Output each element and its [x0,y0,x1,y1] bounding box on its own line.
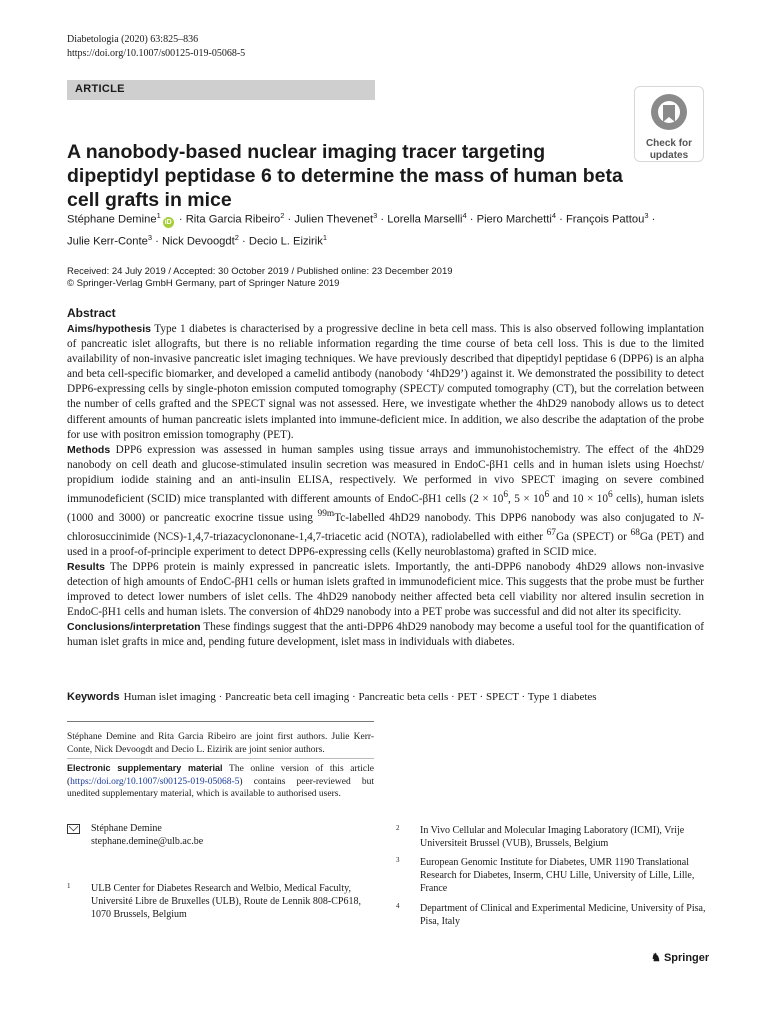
correspondence-name: Stéphane Demine [91,823,162,834]
keywords-text: Human islet imaging · Pancreatic beta cell imaging · Pancreatic beta cells · PET · SPECT · Type 1 diabetes [123,691,597,703]
check-for-updates-badge[interactable] [634,86,704,162]
check-updates-icon [649,92,689,132]
abstract-methods: Methods DPP6 expression was assessed in human samples using tissue arrays and immunohistochemistry. The effect of the 4hD29 nanobody on cell death and glucose-stimulated insulin secretion was measured in EndoC-βH1 cells and in human islets using Hoechst/ propidium iodide staining and an anti-insulin ELISA, respectively. We performed in vivo SPECT imaging on severe combined immunodeficient (SCID) mice transplanted with different amounts of EndoC-βH1 cells ($2 \times 10^6$, $5 \times 10^6$ and $10 \times 10^6$ cells), human islets (1000 and 3000) or pancreatic exocrine tissue using $^{99m}$Tc-labelled 4hD29 nanobody. This DPP6 nanobody was also conjugated to N-chlorosuccinimide (NCS)-1,4,7-triazacyclononane-1,4,7-triacetic acid (NOTA), radiolabelled with either $^{67}$Ga (SPECT) or $^{68}$Ga (PET) and used in a proof-of-principle experiment to detect DPP6-expressing cells (Kelly neuroblastoma) grafted in SCID mice. [67,443,705,558]
author[interactable]: Decio L. Eizirik [248,235,323,248]
check-updates-line2: updates [649,150,689,161]
check-updates-line1: Check for [645,138,693,149]
abstract-heading: Abstract [67,306,116,320]
abstract-body [67,322,704,650]
supplementary-link[interactable]: https://doi.org/10.1007/s00125-019-05068-5 [70,776,240,787]
affiliation-2: 2 In Vivo Cellular and Molecular Imaging Laboratory (ICMI), Vrije Universiteit Brussel (VUB), Brussels, Belgium [396,824,685,849]
supplementary-note: Electronic supplementary material The online version of this article (https://doi.org/10.1007/s00125-019-05068-5) contains peer-reviewed but unedited supplementary material, which is available to authorised users. [67,763,374,799]
article-type-bar [67,80,375,100]
footnote-divider [67,721,374,722]
orcid-icon[interactable]: iD [164,218,172,226]
author[interactable]: Stéphane Demine [67,213,157,226]
publication-dates [67,266,453,290]
publisher-logo [651,951,709,964]
author[interactable]: Piero Marchetti [476,213,552,226]
keywords [67,691,597,703]
article-type-label: ARTICLE [75,83,125,95]
author[interactable]: Nick Devoogdt [161,235,235,248]
joint-authors-note: Stéphane Demine and Rita Garcia Ribeiro are joint first authors. Julie Kerr-Conte, Nick Devoogdt and Decio L. Eizirik are joint senior authors. [67,732,374,755]
springer-horse-icon: ♞ [651,952,661,964]
affiliation-3: 3 European Genomic Institute for Diabetes, UMR 1190 Translational Research for Diabetes, Inserm, CHU Lille, University of Lille, Lille, France [396,856,695,894]
author[interactable]: François Pattou [565,213,645,226]
author[interactable]: Julie Kerr-Conte [67,235,148,248]
copyright-line: © Springer-Verlag GmbH Germany, part of Springer Nature 2019 [67,278,340,289]
author-line-2: Julie Kerr-Conte$^3$ · Nick Devoogdt$^2$ · Decio L. Eizirik$^1$ [67,232,328,248]
journal-header [67,33,245,61]
abstract-results: Results The DPP6 protein is mainly expressed in pancreatic islets. Importantly, the anti-DPP6 nanobody 4hD29 allows non-invasive detection of high amounts of EndoC-βH1 cells or human islets grafted in immunodeficient mice. This suggests that the probe must be further improved to detect lower numbers of islet cells. The 4hD29 nanobody neither affected beta cell viability nor altered insulin secretion in EndoC-βH1 cells and human islets. The conversion of 4hD29 nanobody into a PET probe was successful and did not alter its specificity. [67,560,704,618]
author-line-1: Stéphane Demine$^1$iD · Rita Garcia Ribeiro$^2$ · Julien Thevenet$^3$ · Lorella Marselli$^4$ · Piero Marchetti$^4$ · François Pattou$^3$ · [67,211,656,226]
keywords-label: Keywords [67,691,120,703]
correspondence [91,822,203,848]
correspondence-email[interactable]: stephane.demine@ulb.ac.be [91,836,204,847]
affiliation-1: 1 ULB Center for Diabetes Research and Welbio, Medical Faculty, Université Libre de Bruxelles (ULB), Route de Lennik 808-CP618, 1070 Brussels, Belgium [67,882,361,920]
paper-title: A nanobody-based nuclear imaging tracer targeting dipeptidyl peptidase 6 to determine the mass of human beta cell grafts in mice [67,141,623,211]
author[interactable]: Lorella Marselli [387,213,463,226]
doi-link[interactable]: https://doi.org/10.1007/s00125-019-05068-5 [67,48,246,59]
affiliation-4: 4 Department of Clinical and Experimental Medicine, University of Pisa, Pisa, Italy [396,902,706,927]
author-list [67,207,717,250]
author[interactable]: Rita Garcia Ribeiro [185,213,281,226]
abstract-aims: Aims/hypothesis Type 1 diabetes is characterised by a progressive decline in beta cell mass. This is also observed following implantation of pancreatic islet allografts, but there is no reliable information regarding the time course of beta cell loss. This is due to the limited availability of non-invasive pancreatic islet imaging techniques. We have previously described that dipeptidyl peptidase 6 (DPP6) is an alpha and beta cell-specific biomarker, and developed a camelid antibody (nanobody ‘4hD29’) against it. We demonstrated the possibility to detect DPP6-expressing cells by single-photon emission computed tomography (SPECT)/ computed tomography (CT), but the correlation between the number of cells grafted and the SPECT signal was not assessed. Here, we investigate whether the 4hD29 nanobody allows us to detect different amounts of human pancreatic islets implanted into immune-deficient mice. In addition, we also describe the adaptation of the probe for use with positron emission tomography (PET). [67,323,705,441]
journal-citation: Diabetologia (2020) 63:825–836 [67,34,199,45]
dates-line: Received: 24 July 2019 / Accepted: 30 October 2019 / Published online: 23 December 2019 [67,266,453,277]
abstract-conclusions: Conclusions/interpretation These findings suggest that the anti-DPP6 4hD29 nanobody may become a useful tool for the quantification of human islet grafts in mice and, pending future development, islet mass in individuals with diabetes. [67,621,704,649]
publisher-name: Springer [663,952,710,964]
footnote-divider-2 [67,758,374,759]
author[interactable]: Julien Thevenet [294,213,374,226]
envelope-icon [67,824,80,834]
